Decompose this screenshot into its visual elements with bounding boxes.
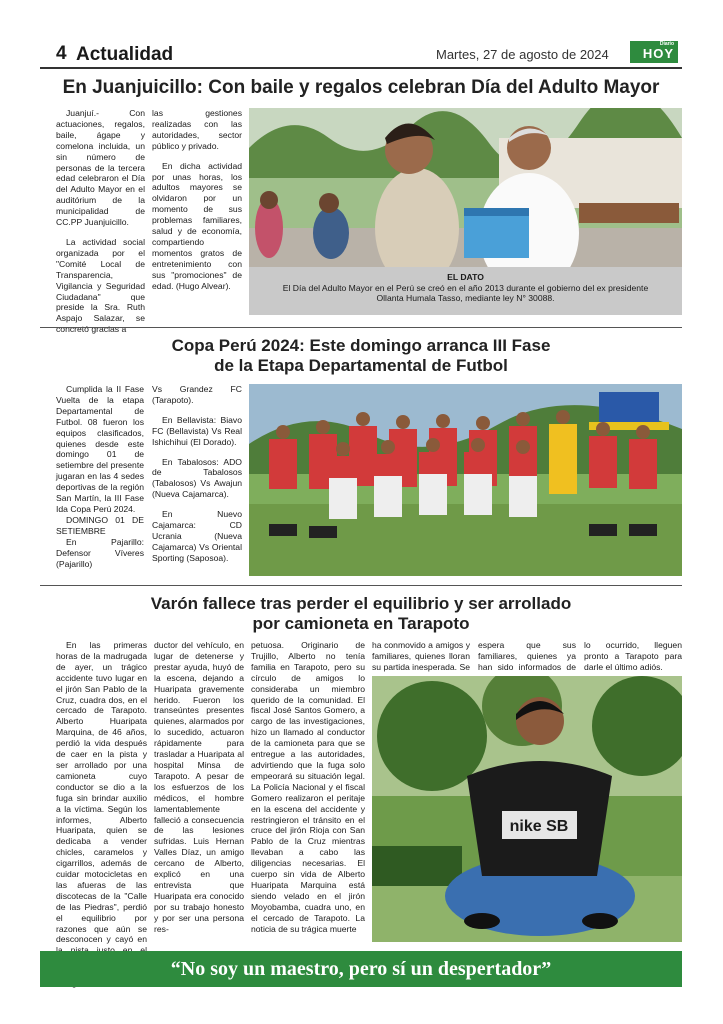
article2-headline-line2: de la Etapa Departamental de Futbol (214, 356, 508, 375)
article2-headline-line1: Copa Perú 2024: Este domingo arranca III Fase (171, 336, 551, 355)
article3-headline-line2: por camioneta en Tarapoto (252, 614, 470, 633)
section-divider (40, 585, 682, 586)
article1-headline: En Juanjuicillo: Con baile y regalos celebran Día del Adulto Mayor (62, 77, 660, 98)
article1-column-1 (56, 108, 145, 335)
article2-paragraph: Cumplida la II Fase Vuelta de la etapa Departamental de Futbol. 08 fueron los equipos clasificados, quienes desde este domingo 01 de setiembre del presente jugaran en las 4 sedes deportivas de la región San Martín, la III Fase Ida Copa Perú 2024. (56, 384, 144, 514)
issue-date: Martes, 27 de agosto de 2024 (436, 47, 609, 62)
article2-column-1 (56, 384, 144, 569)
article2-paragraph: DOMINGO 01 DE SETIEMBRE (56, 514, 144, 536)
article2-paragraph: Vs Grandez FC (Tarapoto). (152, 384, 242, 405)
portrait-photo-illustration (372, 676, 682, 942)
el-dato-box (249, 267, 682, 315)
article3-paragraph: ductor del vehículo, en lugar de detenerse y prestar ayuda, huyó de la escena, dejando a Huaripata gravemente herido. Fueron los transeúntes presentes quienes, alarmados por lo sucedido, actuaron rápidamente para trasladar a Huaripata al hospital Minsa de Tarapoto. A pesar de los esfuerzos de los médicos, el hombre lamentablemente falleció a consecuencia de las lesiones sufridas. Luis Hernan Valles Díaz, un amigo cercano de Alberto, explicó en una entrevista que Huaripata era conocido por su trabajo honesto y por ser una persona res- (154, 640, 244, 934)
article3-column-3 (251, 640, 365, 934)
article3-headline (40, 594, 682, 634)
article1-photo-illustration (249, 108, 682, 267)
article3-column-2 (154, 640, 244, 934)
article3-column-4: ha conmovido a amigos y familiares, quienes lloran su partida inesperada. Se espera que sus familiares, quienes ya han sido informados de lo ocurrido, lleguen pronto a Tarapoto para darle el último adiós. (372, 640, 682, 672)
article2-paragraph: En Pajarillo: Defensor Víveres (Pajarillo) (56, 536, 144, 569)
el-dato-label: EL DATO (447, 272, 484, 282)
el-dato-text: El Día del Adulto Mayor en el Perú se creó en el año 2013 durante el gobierno del ex presidente Ollanta Humala Tasso, mediante ley N° 30088. (282, 282, 649, 304)
article2-paragraph: En Bellavista: Biavo FC (Bellavista) Vs Real Ishichihui (El Dorado). (152, 414, 242, 447)
article3-paragraph: petuosa. Originario de Trujillo, Alberto no tenía familia en Tarapoto, pero su círculo de amigos lo consideraba un miembro querido de la comunidad. El fiscal José Santos Gomero, a cargo de las investigaciones, hizo un llamado al conductor de la camioneta para que se entregue a las autoridades, advirtiendo que la fuga solo empeorará su situación legal. La Policía Nacional y el fiscal Gomero realizaron el peritaje en la escena del accidente y restringieron el tránsito en el cruce del jirón Rioja con San Pablo de la Cruz mientras llevaban a cabo las diligencias necesarias. El cuerpo sin vida de Alberto Huaripata Marquina está siendo velado en el jirón Moyobamba, cuadra uno, en el cercado de Tarapoto. La noticia de su trágica muerte (251, 640, 365, 934)
logo-text: HOY (642, 46, 674, 61)
team-photo-illustration (249, 384, 682, 576)
article1-photo (249, 108, 682, 267)
article2-team-photo (249, 384, 682, 576)
article1-paragraph: La actividad social organizada por el "Comité Local de Transparencia, Vigilancia y Seguridad Ciudadana" que preside la Sra. Ruth Aspajo Salazar, se concretó gracias a (56, 236, 145, 335)
footer-quote: “No soy un maestro, pero sí un despertador” (170, 957, 552, 980)
article3-portrait-photo (372, 676, 682, 942)
logo-small-text: Diario (659, 41, 674, 47)
article3-headline-line1: Varón fallece tras perder el equilibrio y ser arrollado (150, 594, 572, 613)
article2-paragraph: En Nuevo Cajamarca: CD Ucrania (Nueva Cajamarca) Vs Oriental Sporting (Saposoa). (152, 509, 242, 563)
section-divider (40, 327, 682, 328)
article2-column-2 (152, 384, 242, 564)
newspaper-logo (630, 41, 678, 63)
article3-column-1 (56, 640, 147, 989)
article1-paragraph: En dicha actividad por unas horas, los adultos mayores se olvidaron por un momento de sus problemas familiares, salud y de economía, compartiendo momentos gratos de entretenimiento con sus "promociones" de edad. (Hugo Alvear). (152, 160, 242, 291)
section-title: Actualidad (76, 44, 174, 65)
article2-paragraph: En Tabalosos: ADO de Tabalosos (Tabalosos) Vs Awajun (Nueva Cajamarca). (152, 456, 242, 500)
article3-paragraph: En las primeras horas de la madrugada de ayer, un trágico accidente tuvo lugar en el jirón San Pablo de la Cruz, cuadra dos, en el cercado de Tarapoto. Alberto Huaripata Marquina, de 46 años, perdió la vida después de caer en la pista y ser arrollado por una camioneta cuyo conductor se dio a la fuga sin brindar auxilio a la víctima. Según los informes, Alberto Huaripata, quien se dedicaba a vender chicles, caramelos y cigarrillos, además de cuidar motocicletas en las afueras de las discotecas de la "Calle de las Piedras", perdió el equilibrio por razones que aún se desconocen y cayó en (56, 640, 147, 945)
shirt-print: nike SB (509, 818, 569, 835)
article1-paragraph: las gestiones realizadas con las autoridades, sector público y privado. (152, 108, 242, 151)
article1-column-2 (152, 108, 242, 292)
footer-quote-bar (40, 951, 682, 987)
article2-headline (40, 336, 682, 376)
page-number: 4 (56, 43, 67, 64)
header-rule (40, 67, 682, 69)
article1-paragraph: Juanjuí.- Con actuaciones, regalos, baile, ágape y comelona incluida, un sin número de personas de la tercera edad celebraron el Día del Adulto Mayor en el auditórium de la municipalidad de CC.PP Juanjuicillo. (56, 108, 145, 228)
